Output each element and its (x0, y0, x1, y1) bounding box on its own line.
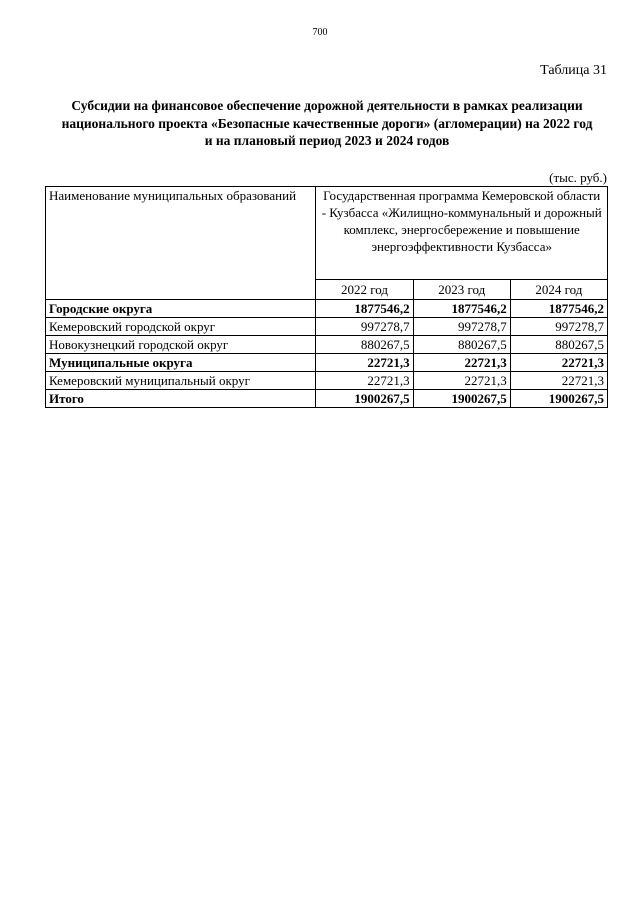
value-2022: 880267,5 (316, 336, 413, 354)
row-name: Итого (46, 390, 316, 408)
row-name: Новокузнецкий городской округ (46, 336, 316, 354)
value-2024: 1877546,2 (510, 300, 607, 318)
year-header-2023: 2023 год (413, 280, 510, 300)
value-2022: 1900267,5 (316, 390, 413, 408)
municipality-name-header: Наименование муниципальных образований (46, 187, 316, 300)
subsidies-table (45, 186, 608, 408)
year-header-2022: 2022 год (316, 280, 413, 300)
value-2023: 1877546,2 (413, 300, 510, 318)
value-2022: 1877546,2 (316, 300, 413, 318)
row-name: Кемеровский муниципальный округ (46, 372, 316, 390)
table-header-row (46, 187, 608, 280)
row-name: Городские округа (46, 300, 316, 318)
row-name: Кемеровский городской округ (46, 318, 316, 336)
title-line-2: национального проекта «Безопасные качественные дороги» (агломерации) на 2022 год (61, 115, 593, 131)
value-2024: 22721,3 (510, 372, 607, 390)
value-2023: 22721,3 (413, 354, 510, 372)
value-2023: 22721,3 (413, 372, 510, 390)
page-number: 700 (312, 27, 328, 38)
table-row (46, 372, 608, 390)
row-name: Муниципальные округа (46, 354, 316, 372)
table-row (46, 318, 608, 336)
units-label: (тыс. руб.) (549, 170, 607, 185)
value-2024: 22721,3 (510, 354, 607, 372)
value-2022: 997278,7 (316, 318, 413, 336)
year-header-2024: 2024 год (510, 280, 607, 300)
table-row-total (46, 390, 608, 408)
value-2024: 1900267,5 (510, 390, 607, 408)
value-2024: 880267,5 (510, 336, 607, 354)
program-header: Государственная программа Кемеровской области - Кузбасса «Жилищно-коммунальный и дорожный комплекс, энергосбережение и повышение энергоэффективности Кузбасса» (316, 187, 608, 280)
table-label: Таблица 31 (540, 63, 607, 78)
table-row (46, 300, 608, 318)
value-2022: 22721,3 (316, 372, 413, 390)
table-row (46, 336, 608, 354)
value-2022: 22721,3 (316, 354, 413, 372)
value-2023: 997278,7 (413, 318, 510, 336)
title-line-1: Субсидии на финансовое обеспечение дорожной деятельности в рамках реализации (71, 98, 583, 113)
document-title (40, 97, 614, 150)
value-2023: 1900267,5 (413, 390, 510, 408)
value-2024: 997278,7 (510, 318, 607, 336)
table-row (46, 354, 608, 372)
value-2023: 880267,5 (413, 336, 510, 354)
title-line-3: и на плановый период 2023 и 2024 годов (204, 133, 450, 148)
